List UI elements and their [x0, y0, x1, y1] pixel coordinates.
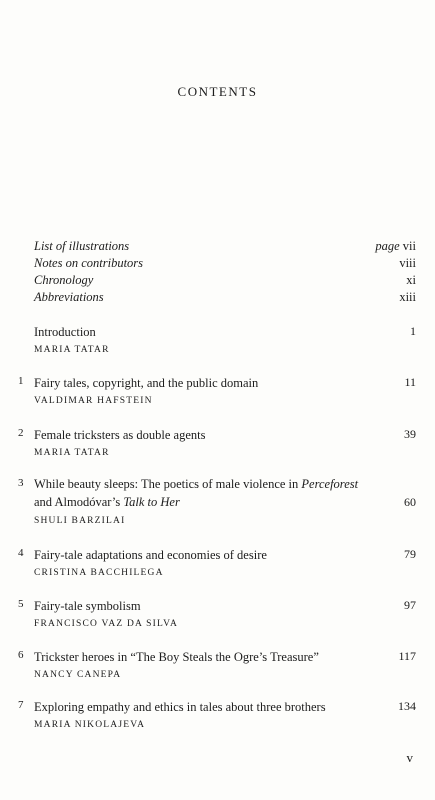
chapter-page: 11 [404, 375, 416, 389]
title-italic: Perceforest [301, 477, 359, 491]
chapter-page: 60 [404, 495, 416, 509]
chapter-page: 117 [398, 649, 416, 663]
chapter-page: 1 [410, 324, 416, 338]
title-text: and Almodóvar’s [34, 495, 124, 509]
chapter-number: 2 [18, 427, 24, 439]
chapter-title: Fairy-tale symbolism [34, 599, 141, 613]
chapter-page: 97 [404, 598, 416, 612]
chapter-author: SHULI BARZILAI [34, 516, 126, 526]
chapter-author: CRISTINA BACCHILEGA [34, 568, 164, 578]
chapter-title: Fairy-tale adaptations and economies of desire [34, 548, 267, 562]
chapter-author: MARIA TATAR [34, 448, 110, 458]
front-matter-label: Abbreviations [34, 290, 104, 304]
front-matter-row [34, 290, 416, 305]
front-matter-label: Notes on contributors [34, 256, 144, 270]
front-matter-label: Chronology [34, 273, 94, 287]
chapter-title: Exploring empathy and ethics in tales about three brothers [34, 700, 326, 714]
front-matter-page: xiii [399, 290, 416, 304]
page-prefix: page [375, 239, 400, 253]
folio-page-number: v [406, 750, 413, 765]
page-title: CONTENTS [177, 84, 258, 99]
chapter-author: NANCY CANEPA [34, 670, 122, 680]
chapter-number: 7 [18, 699, 24, 711]
title-text: While beauty sleeps: The poetics of male violence in [34, 477, 302, 491]
front-matter-page [375, 239, 416, 254]
front-matter-row [34, 273, 416, 288]
chapter-page: 79 [404, 547, 416, 561]
chapter-number: 4 [18, 547, 24, 559]
chapter-number: 1 [18, 375, 24, 387]
chapter-author: FRANCISCO VAZ DA SILVA [34, 619, 179, 629]
chapter-page: 39 [404, 427, 416, 441]
front-matter-page: viii [399, 256, 416, 270]
front-matter-label: List of illustrations [34, 239, 130, 253]
chapter-author: VALDIMAR HAFSTEIN [34, 396, 153, 406]
front-matter-row [34, 256, 416, 271]
chapter-title: Trickster heroes in “The Boy Steals the Ogre’s Treasure” [34, 650, 319, 664]
page-number: vii [402, 239, 416, 253]
chapter-title: Introduction [34, 325, 96, 339]
chapter-title [34, 475, 364, 511]
chapter-number: 5 [18, 598, 24, 610]
chapter-author: MARIA NIKOLAJEVA [34, 720, 146, 730]
chapter-number: 6 [18, 649, 24, 661]
chapter-title: Female tricksters as double agents [34, 428, 206, 442]
chapter-number: 3 [18, 477, 24, 489]
front-matter-page: xi [406, 273, 416, 287]
front-matter-row [34, 239, 416, 254]
chapter-page: 134 [398, 699, 416, 713]
chapter-author: MARIA TATAR [34, 345, 110, 355]
title-italic: Talk to Her [123, 495, 180, 509]
chapter-title: Fairy tales, copyright, and the public domain [34, 376, 259, 390]
